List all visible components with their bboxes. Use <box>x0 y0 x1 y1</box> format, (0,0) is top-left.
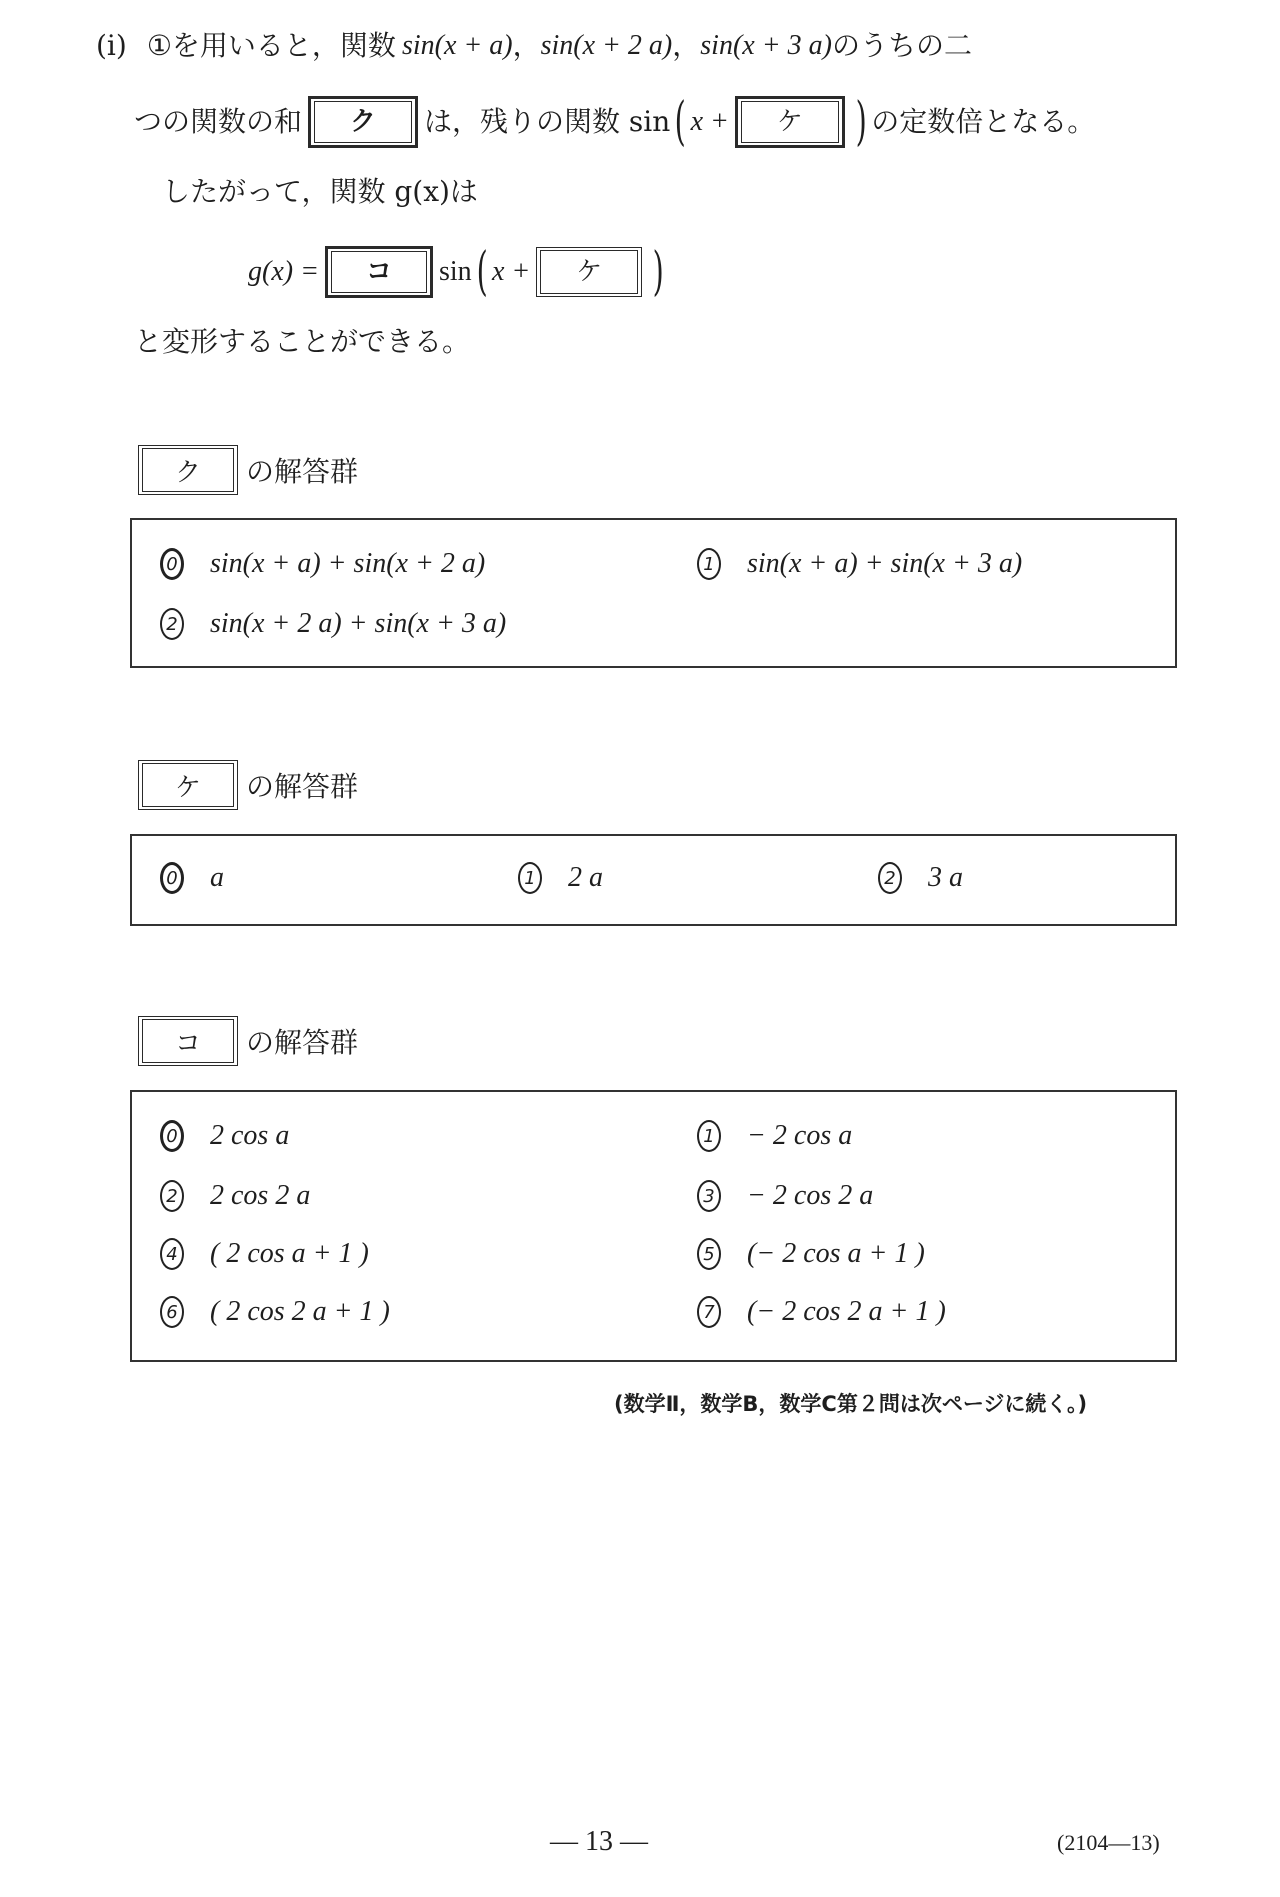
option-text: 3 a <box>928 862 963 893</box>
expression: x + <box>491 256 531 287</box>
function-3: sin(x + 3 a) <box>700 30 832 61</box>
option-number: 6 <box>160 1296 184 1328</box>
question-line-1 <box>96 26 972 66</box>
page-number: — 13 — <box>550 1826 648 1857</box>
option-ke-1[interactable] <box>518 862 603 894</box>
question-line-2 <box>134 92 1096 152</box>
option-number: 1 <box>697 548 721 580</box>
option-text: 2 cos 2 a <box>210 1180 311 1211</box>
option-number: 0 <box>160 1120 184 1152</box>
blank-label: ク <box>314 101 412 143</box>
option-ku-1[interactable] <box>697 548 1022 580</box>
option-text: sin(x + a) + sin(x + 2 a) <box>210 548 486 579</box>
option-ko-1[interactable] <box>697 1120 852 1152</box>
blank-label: コ <box>142 1019 234 1063</box>
group-blank-ku <box>138 445 238 495</box>
sin-text: sin <box>438 256 472 287</box>
subquestion-label: (i) <box>96 29 127 62</box>
option-number: 2 <box>878 862 902 894</box>
blank-label: ケ <box>540 250 638 294</box>
option-text: ( 2 cos 2 a + 1 ) <box>210 1296 390 1327</box>
page-code: (2104—13) <box>1057 1830 1160 1855</box>
group-blank-ko <box>138 1016 238 1066</box>
option-text: ( 2 cos a + 1 ) <box>210 1238 369 1269</box>
formula-lhs: g(x) = <box>248 256 319 287</box>
option-ko-4[interactable] <box>160 1238 369 1270</box>
option-ku-2[interactable] <box>160 608 506 640</box>
circled-reference: ① <box>146 29 172 62</box>
option-number: 7 <box>697 1296 721 1328</box>
left-paren: ( <box>476 242 488 302</box>
blank-label: ケ <box>741 101 839 143</box>
separator: ， <box>512 29 541 62</box>
option-number: 1 <box>697 1120 721 1152</box>
question-text: のうちの二 <box>831 29 972 62</box>
question-text: を用いると，関数 <box>171 29 396 62</box>
option-text: a <box>210 862 224 893</box>
answer-blank-ke-ref[interactable] <box>536 247 642 297</box>
right-paren: ) <box>652 242 665 302</box>
option-number: 2 <box>160 1180 184 1212</box>
group-title: の解答群 <box>246 1026 359 1059</box>
right-paren: ) <box>855 92 867 152</box>
option-text: 2 cos a <box>210 1120 290 1151</box>
answer-blank-ko[interactable] <box>325 246 433 298</box>
option-text: − 2 cos 2 a <box>747 1180 874 1211</box>
question-text: は，残りの関数 sin <box>424 105 671 138</box>
question-text: の定数倍となる。 <box>871 105 1096 138</box>
blank-label: ク <box>142 448 234 492</box>
formula-line <box>248 242 669 302</box>
group-title: の解答群 <box>246 455 359 488</box>
option-text: (− 2 cos 2 a + 1 ) <box>747 1296 946 1327</box>
answer-group-ke-label <box>138 760 358 810</box>
group-blank-ke <box>138 760 238 810</box>
blank-label: コ <box>331 251 427 293</box>
group-title: の解答群 <box>246 770 359 803</box>
answer-group-ko-label <box>138 1016 358 1066</box>
option-number: 0 <box>160 548 184 580</box>
option-text: (− 2 cos a + 1 ) <box>747 1238 925 1269</box>
option-ko-5[interactable] <box>697 1238 925 1270</box>
continuation-note: (数学Ⅱ，数学B，数学C第２問は次ページに続く。) <box>614 1392 1088 1416</box>
option-ko-7[interactable] <box>697 1296 946 1328</box>
function-1: sin(x + a) <box>401 30 513 61</box>
blank-label: ケ <box>142 763 234 807</box>
option-ke-2[interactable] <box>878 862 963 894</box>
option-number: 0 <box>160 862 184 894</box>
answer-group-ke-box <box>130 834 1177 926</box>
option-ko-2[interactable] <box>160 1180 310 1212</box>
option-ke-0[interactable] <box>160 862 224 894</box>
option-ku-0[interactable] <box>160 548 485 580</box>
option-text: sin(x + 2 a) + sin(x + 3 a) <box>210 608 507 639</box>
question-line-3: したがって，関数 g(x)は <box>162 175 478 208</box>
option-ko-3[interactable] <box>697 1180 873 1212</box>
answer-group-ku-label <box>138 445 358 495</box>
answer-group-ku-box <box>130 518 1177 668</box>
separator: ， <box>672 29 701 62</box>
answer-blank-ke[interactable] <box>735 96 845 148</box>
option-text: − 2 cos a <box>747 1120 853 1151</box>
option-number: 4 <box>160 1238 184 1270</box>
option-number: 5 <box>697 1238 721 1270</box>
option-number: 3 <box>697 1180 721 1212</box>
option-ko-6[interactable] <box>160 1296 390 1328</box>
question-line-5: と変形することができる。 <box>134 325 471 358</box>
option-ko-0[interactable] <box>160 1120 289 1152</box>
expression: x + <box>690 106 729 137</box>
option-text: sin(x + a) + sin(x + 3 a) <box>747 548 1023 579</box>
question-text: つの関数の和 <box>134 105 303 138</box>
option-number: 2 <box>160 608 184 640</box>
answer-blank-ku[interactable] <box>308 96 418 148</box>
left-paren: ( <box>674 92 687 152</box>
function-2: sin(x + 2 a) <box>540 30 673 61</box>
option-number: 1 <box>518 862 542 894</box>
option-text: 2 a <box>568 862 603 893</box>
